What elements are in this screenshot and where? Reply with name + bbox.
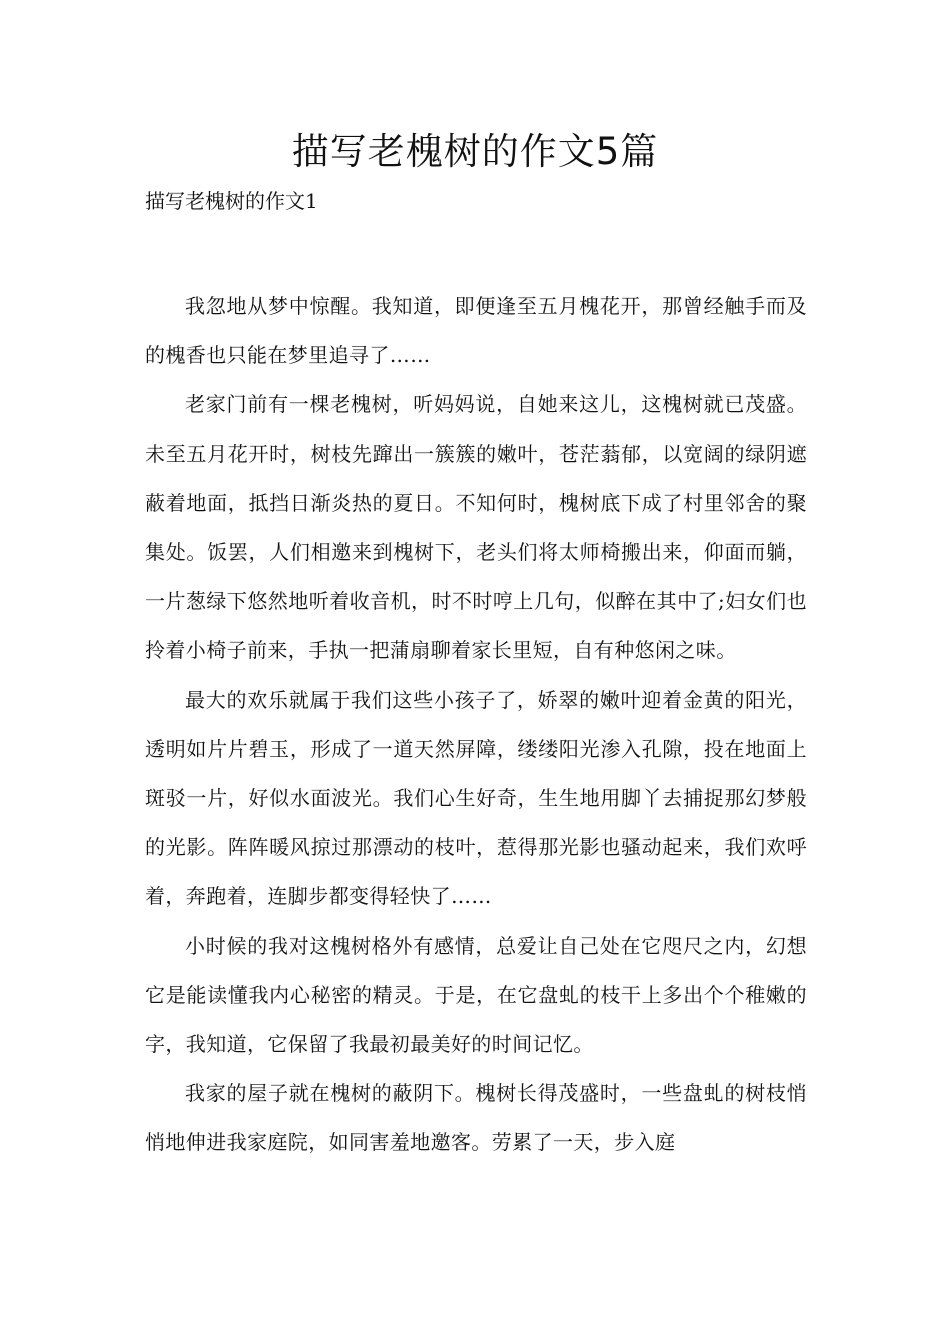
essay-body: [145, 282, 807, 1168]
page-title: 描写老槐树的作文5篇: [291, 130, 659, 173]
section-heading: 描写老槐树的作文1: [145, 189, 318, 213]
paragraph: 小时候的我对这槐树格外有感情，总爱让自己处在它咫尺之内，幻想它是能读懂我内心秘密的精灵。于是，在它盘虬的枝干上多出个个稚嫩的字，我知道，它保留了我最初最美好的时间记忆。: [145, 933, 807, 1057]
paragraph: 最大的欢乐就属于我们这些小孩子了，娇翠的嫩叶迎着金黄的阳光，透明如片片碧玉，形成了一道天然屏障，缕缕阳光渗入孔隙，投在地面上斑驳一片，好似水面波光。我们心生好奇，生生地用脚丫去捕捉那幻梦般的光影。阵阵暖风掠过那漂动的枝叶，惹得那光影也骚动起来，我们欢呼着，奔跑着，连脚步都变得轻快了……: [145, 687, 807, 909]
paragraph: 我家的屋子就在槐树的蔽阴下。槐树长得茂盛时，一些盘虬的树枝悄悄地伸进我家庭院，如同害羞地邀客。劳累了一天，步入庭: [145, 1081, 807, 1155]
paragraph: 我忽地从梦中惊醒。我知道，即便逢至五月槐花开，那曾经触手而及的槐香也只能在梦里追寻了……: [145, 294, 807, 368]
paragraph: 老家门前有一棵老槐树，听妈妈说，自她来这儿，这槐树就已茂盛。未至五月花开时，树枝先蹿出一簇簇的嫩叶，苍茫蓊郁，以宽阔的绿阴遮蔽着地面，抵挡日渐炎热的夏日。不知何时，槐树底下成了村里邻舍的聚集处。饭罢，人们相邀来到槐树下，老头们将太师椅搬出来，仰面而躺，一片葱绿下悠然地听着收音机，时不时哼上几句，似醉在其中了;妇女们也拎着小椅子前来，手执一把蒲扇聊着家长里短，自有种悠闲之味。: [145, 392, 807, 663]
